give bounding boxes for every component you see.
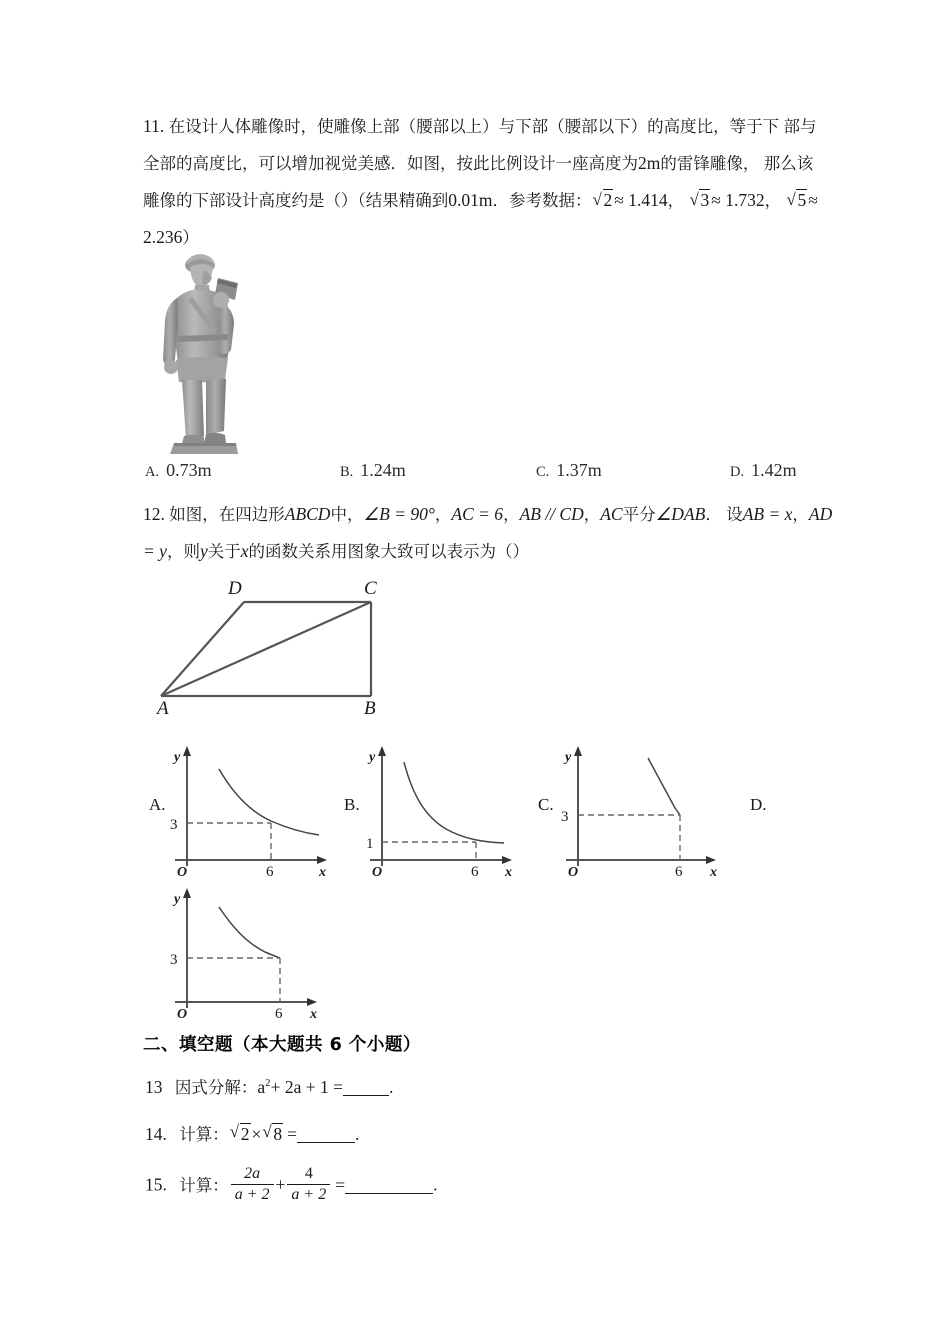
svg-text:y: y	[174, 892, 181, 907]
svg-text:C.: C.	[538, 795, 554, 814]
question-13	[145, 1074, 393, 1098]
page-content	[143, 108, 833, 1203]
question-11-line3b: ）（结果精确到	[341, 191, 449, 210]
svg-text:B: B	[364, 698, 376, 718]
question-14-number: 14.	[145, 1124, 167, 1144]
svg-text:3: 3	[561, 809, 569, 825]
question-11-precision: 0.01m	[448, 190, 493, 210]
graph-options-row-2	[143, 880, 503, 1020]
bisect-word: 平分	[622, 505, 656, 524]
q14-sqrt-2: √ 2	[230, 1123, 251, 1145]
sqrt-5-ref: √ 5	[786, 182, 807, 219]
q15-frac2-denominator: a + 2	[287, 1184, 330, 1205]
q15-fraction-2	[287, 1164, 330, 1205]
q14-equals: =	[287, 1124, 297, 1144]
svg-text:O: O	[177, 865, 188, 878]
question-11-height: 2m	[638, 153, 661, 173]
question-11-line3c: ．参考数据：	[492, 191, 592, 210]
svg-text:A.: A.	[149, 795, 166, 814]
question-14	[145, 1121, 359, 1145]
sqrt-2-value: ≈ 1.414	[614, 190, 668, 210]
question-12-line2d: 的函数关系用图象大致可以表示为（	[248, 542, 513, 561]
q12-comma4: ，	[792, 505, 809, 524]
svg-text:O: O	[177, 1007, 188, 1020]
quadrilateral-abcd-figure	[149, 578, 401, 718]
question-12-line1b: 中，	[330, 505, 364, 524]
option-11-c-label: C.	[536, 464, 550, 480]
question-15	[145, 1166, 437, 1207]
option-11-b-label: B.	[340, 464, 354, 480]
question-14-answer-blank[interactable]	[297, 1142, 355, 1143]
option-11-a-label: A.	[145, 464, 160, 480]
question-11-line2a: 部与全部的高度比，可以增加视觉美感．如图，按此比例设计一座高度为	[143, 117, 817, 173]
svg-text:O: O	[372, 865, 383, 878]
question-15-prompt: 计算：	[179, 1175, 229, 1195]
option-11-b[interactable]	[340, 460, 406, 481]
option-11-d-label: D.	[730, 464, 745, 480]
q12-comma3: ，	[583, 505, 601, 524]
q15-equals: =	[335, 1174, 346, 1195]
angle-dab: ∠DAB	[655, 504, 706, 524]
sqrt-5-value: ≈ 2.236	[143, 190, 818, 247]
q15-frac1-denominator: a + 2	[231, 1184, 274, 1205]
svg-text:x: x	[710, 865, 717, 878]
question-12-line2e: ）	[512, 542, 530, 561]
svg-text:D: D	[228, 578, 242, 599]
graph-option-d[interactable]	[147, 880, 347, 1025]
q15-plus: +	[275, 1174, 286, 1195]
question-13-prompt: 因式分解：	[174, 1078, 258, 1097]
section-2-heading: 二、填空题（本大题共 6 个小题）	[143, 1035, 421, 1055]
quad-name: ABCD	[284, 504, 331, 524]
q15-fraction-1	[231, 1164, 274, 1205]
option-11-d[interactable]	[730, 460, 797, 481]
bisector-ac: AC	[600, 504, 623, 524]
sqrt-3-ref: √ 3	[689, 182, 710, 219]
svg-text:1: 1	[366, 836, 374, 852]
close-paren: ）	[182, 228, 199, 247]
q13-expr-a: a	[257, 1077, 266, 1097]
question-11-text	[143, 108, 823, 256]
q12-comma1: ，	[434, 505, 452, 524]
svg-text:6: 6	[471, 864, 479, 878]
svg-text:y: y	[174, 750, 181, 765]
q13-period: .	[388, 1077, 394, 1097]
q12-comma2: ，	[503, 505, 520, 524]
graph-option-b[interactable]	[342, 738, 532, 883]
option-11-a[interactable]	[145, 460, 212, 481]
question-14-prompt: 计算：	[179, 1125, 229, 1144]
question-12-line2a: 设	[726, 505, 743, 524]
question-15-number: 15.	[145, 1174, 167, 1195]
sqrt-2-ref: √ 2	[593, 182, 614, 219]
lei-feng-statue-image	[152, 250, 256, 455]
q12-period: ．	[705, 505, 722, 524]
q13-expr-b: + 2a + 1 =	[270, 1077, 343, 1097]
option-11-c[interactable]	[536, 460, 602, 481]
q13-exponent: 2	[265, 1077, 271, 1090]
question-11-options	[145, 460, 835, 490]
q15-period: .	[433, 1174, 438, 1195]
comma-1: ，	[667, 191, 685, 210]
question-12-line1a: 如图，在四边形	[169, 505, 285, 524]
angle-b-value: ∠B = 90°	[363, 504, 435, 524]
ab-parallel-cd: AB // CD	[519, 504, 584, 524]
graph-options-row-1	[143, 738, 843, 878]
svg-text:x: x	[319, 865, 326, 878]
question-15-answer-blank[interactable]	[345, 1193, 433, 1194]
sqrt-3-value: ≈ 1.732	[711, 190, 765, 210]
question-11-number: 11.	[143, 116, 165, 136]
question-12-text	[143, 496, 833, 570]
svg-text:6: 6	[675, 864, 683, 878]
svg-text:x: x	[310, 1007, 317, 1020]
q15-frac2-numerator: 4	[304, 1165, 313, 1182]
graph-option-d-label[interactable]: D.	[750, 795, 767, 814]
question-11-line2b: 的雷锋雕像，	[660, 154, 760, 173]
option-11-d-value: 1.42m	[751, 460, 797, 480]
q14-period: .	[355, 1124, 360, 1144]
ad-equals-y: AD = y	[143, 504, 833, 561]
svg-text:6: 6	[275, 1006, 283, 1020]
svg-text:3: 3	[170, 817, 178, 833]
q15-frac1-numerator: 2a	[244, 1165, 261, 1182]
graph-option-c[interactable]	[536, 738, 736, 883]
option-11-b-value: 1.24m	[360, 460, 406, 480]
var-x: x	[240, 541, 249, 561]
question-11-line1: 在设计人体雕像时，使雕像上部（腰部以上）与下部（腰部以下）的高度比，等于下	[168, 117, 780, 136]
svg-text:A: A	[157, 698, 169, 718]
svg-text:3: 3	[170, 952, 178, 968]
question-12-line2c: 关于	[207, 542, 241, 561]
q14-times: ×	[251, 1124, 262, 1144]
option-11-a-value: 0.73m	[166, 460, 212, 480]
var-y: y	[199, 541, 208, 561]
svg-text:y: y	[369, 750, 376, 765]
q14-sqrt-8: √ 8	[262, 1123, 283, 1145]
svg-text:x: x	[505, 865, 512, 878]
ac-value: AC = 6	[451, 504, 504, 524]
question-13-number: 13	[145, 1077, 163, 1097]
option-11-c-value: 1.37m	[556, 460, 602, 480]
question-11-line3a: 那么该雕像的下部设计高度约是（	[143, 154, 814, 210]
ab-equals-x: AB = x	[742, 504, 793, 524]
svg-text:6: 6	[266, 864, 274, 878]
svg-text:y: y	[565, 750, 572, 765]
svg-text:O: O	[568, 865, 579, 878]
question-13-answer-blank[interactable]	[343, 1095, 389, 1096]
svg-text:B.: B.	[344, 795, 360, 814]
graph-option-a[interactable]	[147, 738, 337, 883]
comma-2: ，	[764, 191, 782, 210]
question-12-number: 12.	[143, 504, 165, 524]
svg-text:C: C	[364, 578, 377, 599]
question-12-line2b: ，则	[166, 542, 200, 561]
